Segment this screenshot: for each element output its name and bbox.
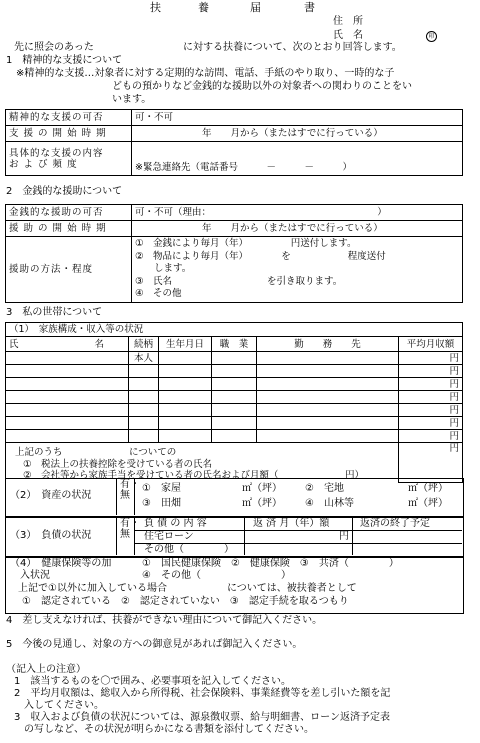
birthdate-cell[interactable] (159, 378, 212, 391)
support-start[interactable]: 年 月から（またはすでに行っている） (132, 126, 463, 142)
aid-option: ④ その他 (135, 288, 182, 300)
aid-start[interactable]: 年 月から（またはすでに行っている） (132, 221, 463, 237)
seal-icon: 印 (426, 31, 437, 42)
member-name-cell[interactable] (6, 352, 129, 365)
relation-cell[interactable] (129, 404, 159, 417)
address-label: 住 所 (333, 16, 363, 27)
intro-text-a: 先に照会のあった (14, 42, 94, 53)
birthdate-cell[interactable] (159, 352, 212, 365)
table-row (6, 417, 463, 430)
assets-label: （2） 資産の状況 (10, 490, 92, 501)
job-cell[interactable] (212, 352, 257, 365)
col-header: 職 業 (212, 337, 257, 352)
aid-option: します。 (135, 263, 192, 275)
field-label-line: 具体的な支援の内容 (9, 147, 104, 159)
income-cell[interactable]: 円 (398, 443, 462, 483)
divider (116, 517, 117, 555)
yesno-label: 有・無 (120, 518, 140, 540)
workplace-cell[interactable] (257, 365, 399, 378)
field-label (6, 142, 132, 176)
member-name-cell[interactable] (6, 404, 129, 417)
income-cell[interactable]: 円 (398, 391, 462, 404)
col-header: 氏 名 (6, 337, 129, 352)
income-cell[interactable]: 円 (398, 404, 462, 417)
section2-table (5, 204, 463, 303)
asset-unit: ㎡（坪） (242, 483, 282, 494)
aid-method[interactable] (132, 237, 463, 303)
asset-field: ③ 田畑 (142, 498, 181, 509)
note-item: 3 収入および負債の状況については、源泉徴収票、給与明細書、ローン返済予定表 (14, 712, 390, 723)
debt-label: （3） 負債の状況 (10, 530, 92, 541)
debt-header: 返 済 月（年）額 (253, 518, 330, 529)
birthdate-cell[interactable] (159, 417, 212, 430)
workplace-cell[interactable] (257, 352, 399, 365)
section1-note: どもの預かりなど金銭的な援助以外の対象者への関わりのことをい (112, 81, 412, 92)
col-header: 勤 務 先 (257, 337, 399, 352)
divider (352, 517, 353, 555)
relation-cell[interactable] (129, 378, 159, 391)
relation-cell[interactable] (129, 417, 159, 430)
insurance-options[interactable]: ④ その他（ ） (142, 570, 291, 581)
debt-row-label: 住宅ローン (144, 531, 194, 542)
support-detail[interactable]: ※緊急連絡先（電話番号 － － ） (132, 142, 463, 176)
table-row (6, 365, 463, 378)
title-char: 養 (198, 1, 209, 14)
household-note-line: ① 税法上の扶養控除を受けている者の氏名 (23, 458, 213, 470)
birthdate-cell[interactable] (159, 365, 212, 378)
relation-cell: 本人 (129, 352, 159, 365)
job-cell[interactable] (212, 391, 257, 404)
job-cell[interactable] (212, 404, 257, 417)
col-header: 平均月収額 (398, 337, 462, 352)
yesno-label: 有・無 (120, 479, 140, 501)
income-cell[interactable]: 円 (398, 378, 462, 391)
assets-yesno[interactable] (120, 479, 140, 501)
member-name-cell[interactable] (6, 365, 129, 378)
divider (116, 478, 117, 515)
workplace-cell[interactable] (257, 378, 399, 391)
title-char: 書 (304, 1, 315, 14)
workplace-cell[interactable] (257, 404, 399, 417)
income-cell[interactable]: 円 (398, 352, 462, 365)
household-notes (6, 443, 399, 483)
insurance-label: 入状況 (10, 570, 50, 581)
section1-note: ※精神的な支援…対象者に対する定期的な訪問、電話、手紙のやり取り、一時的な子 (16, 68, 395, 79)
asset-house: ① 家屋 (142, 483, 181, 494)
relation-cell[interactable] (129, 430, 159, 443)
note-item: 2 平均月収額は、総収入から所得税、社会保険料、事業経費等を差し引いた額を記 (14, 688, 391, 699)
relation-cell[interactable] (129, 391, 159, 404)
debt-row-label: その他（ ） (144, 544, 234, 555)
workplace-cell[interactable] (257, 417, 399, 430)
asset-land: ② 宅地 (305, 483, 344, 494)
income-cell[interactable]: 円 (398, 417, 462, 430)
aid-availability[interactable]: 可・不可（理由： ） (132, 205, 463, 221)
family-subheading: （1） 家族構成・収入等の状況 (6, 323, 463, 337)
debt-amount-unit[interactable]: 円 (339, 531, 349, 542)
birthdate-cell[interactable] (159, 430, 212, 443)
section1-note: います。 (112, 94, 152, 105)
relation-cell[interactable] (129, 365, 159, 378)
job-cell[interactable] (212, 417, 257, 430)
asset-unit: ㎡（坪） (408, 498, 448, 509)
birthdate-cell[interactable] (159, 404, 212, 417)
section3-heading: 3 私の世帯について (6, 307, 103, 318)
household-note-line: 上記のうち についての (15, 447, 177, 458)
field-label: 援 助 の 開 始 時 期 (6, 221, 132, 237)
asset-unit: ㎡（坪） (242, 498, 282, 509)
workplace-cell[interactable] (257, 430, 399, 443)
col-header: 続柄 (129, 337, 159, 352)
debt-header: 返済の終了予定 (360, 518, 430, 529)
col-header: 生年月日 (159, 337, 212, 352)
table-row (6, 378, 463, 391)
section5-heading: 5 今後の見通し、対象の方への御意見があれば御記入ください。 (6, 639, 303, 650)
note-item: 入してください。 (14, 700, 104, 711)
member-name-cell[interactable] (6, 417, 129, 430)
member-name-cell[interactable] (6, 430, 129, 443)
section2-heading: 2 金銭的な援助について (6, 186, 123, 197)
section4-heading: 4 差し支えなければ、扶養ができない理由について御記入ください。 (6, 615, 323, 626)
title-char: 扶 (150, 1, 161, 14)
asset-unit: ㎡（坪） (408, 483, 448, 494)
note-item: 1 該当するものを〇で囲み、必要事項を記入してください。 (14, 676, 291, 687)
table-row (6, 391, 463, 404)
member-name-cell[interactable] (6, 391, 129, 404)
field-label: 精神的な支援の可否 (6, 110, 132, 126)
insurance-note: 上記で①以外に加入している場合 については、被扶養者として (18, 583, 357, 594)
aid-option: ② 物品により毎月（年） を 程度送付 (135, 250, 386, 262)
insurance-label: （4） 健康保険等の加 (10, 558, 112, 569)
divider (244, 517, 245, 555)
aid-option: ① 金銭により毎月（年） 円送付します。 (135, 238, 357, 250)
debt-header: 負 債 の 内 容 (144, 518, 207, 529)
field-label: 金銭的な援助の可否 (6, 205, 132, 221)
section1-table (5, 109, 463, 176)
table-row (6, 404, 463, 417)
section1-heading: 1 精神的な支援について (6, 55, 123, 66)
title-char: 届 (250, 1, 261, 14)
family-table (5, 322, 463, 483)
job-cell[interactable] (212, 430, 257, 443)
insurance-options[interactable]: ① 国民健康保険 ② 健康保険 ③ 共済（ ） (142, 558, 399, 569)
support-availability[interactable]: 可・不可 (132, 110, 463, 126)
intro-text-b: に対する扶養について、次のとおり回答します。 (183, 42, 402, 53)
name-label: 氏 名 (333, 30, 363, 41)
birthdate-cell[interactable] (159, 391, 212, 404)
income-cell[interactable]: 円 (398, 430, 462, 443)
field-label-line: お よ び 頻 度 (9, 158, 78, 170)
aid-option: ③ 氏名 を引き取ります。 (135, 275, 343, 287)
notes-heading: （記入上の注意） (6, 664, 86, 675)
table-row (6, 430, 463, 443)
household-note-line: ② 会社等から家族手当を受けている者の氏名および月額（ 円） (23, 470, 365, 481)
table-row (6, 352, 463, 365)
job-cell[interactable] (212, 378, 257, 391)
field-label: 支 援 の 開 始 時 期 (6, 126, 132, 142)
income-cell[interactable]: 円 (398, 365, 462, 378)
debt-yesno[interactable] (120, 518, 140, 540)
note-item: の写しなど、その状況が明らかになる書類を添付してください。 (14, 724, 314, 735)
asset-forest: ④ 山林等 (305, 498, 354, 509)
workplace-cell[interactable] (257, 391, 399, 404)
member-name-cell[interactable] (6, 378, 129, 391)
job-cell[interactable] (212, 365, 257, 378)
insurance-note[interactable]: ① 認定されている ② 認定されていない ③ 認定手続を取るつもり (22, 596, 349, 607)
field-label: 援助の方法・程度 (6, 237, 132, 303)
